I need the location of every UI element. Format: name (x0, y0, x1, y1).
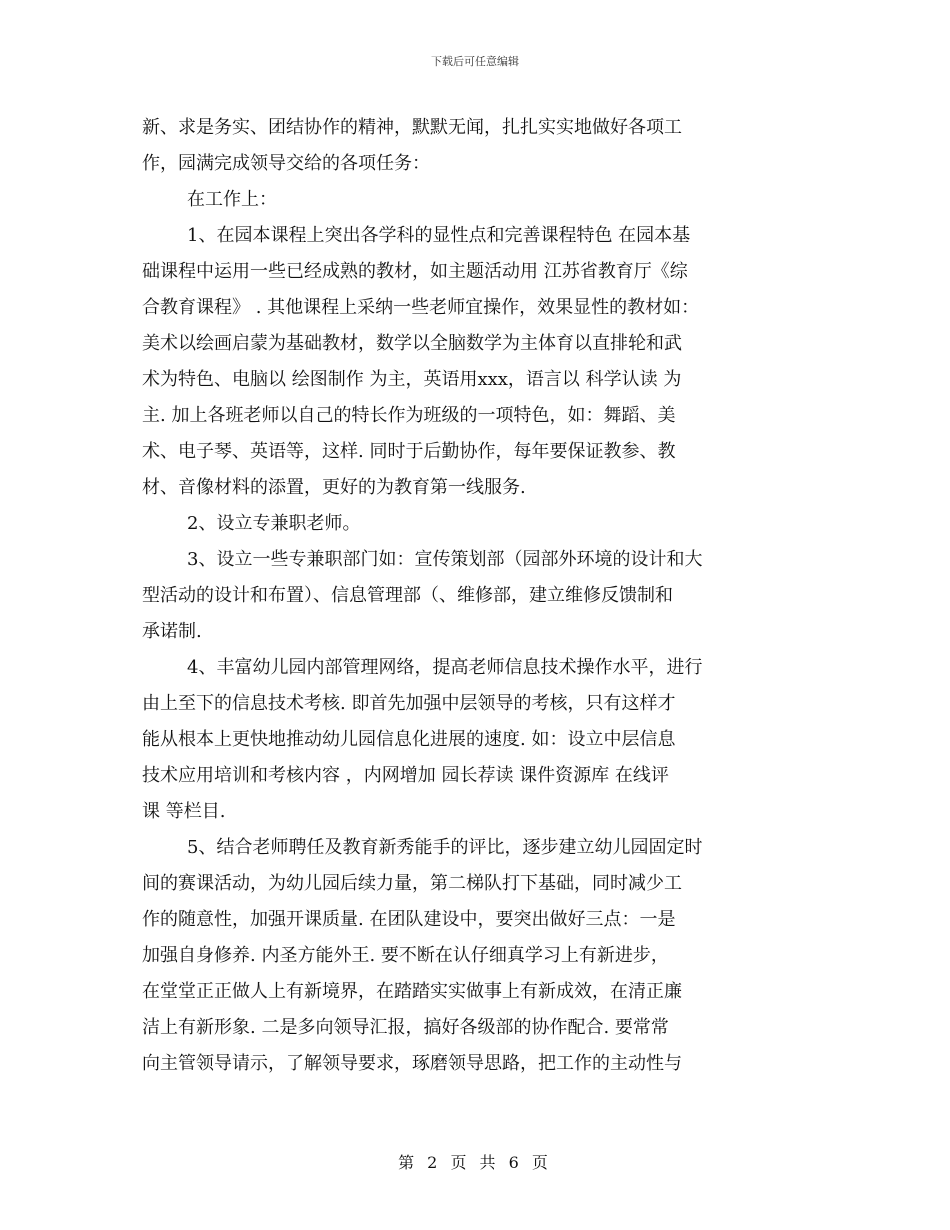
text-line: 作的随意性，加强开课质量. 在团队建设中，要突出做好三点：一是 (142, 909, 676, 930)
text-line: 3、设立一些专兼职部门如：宣传策划部（园部外环境的设计和大 (187, 549, 703, 570)
text-line: 向主管领导请示，了解领导要求，琢磨领导思路，把工作的主动性与 (142, 1053, 682, 1074)
page-number: 第 2 页 共 6 页 (398, 1153, 552, 1172)
text-line: 型活动的设计和布置）、信息管理部（、维修部，建立维修反馈制和 (142, 585, 673, 606)
text-line: 主. 加上各班老师以自己的特长作为班级的一项特色，如：舞蹈、美 (142, 405, 676, 426)
text-line: 间的赛课活动，为幼儿园后续力量，第二梯队打下基础，同时减少工 (142, 873, 682, 894)
page-header: 下载后可任意编辑 (431, 55, 519, 68)
text-line: 术为特色、电脑以 绘图制作 为主，英语用xxx，语言以 科学认读 为 (142, 369, 682, 390)
text-line: 术、电子琴、英语等，这样. 同时于后勤协作，每年要保证教参、教 (142, 441, 676, 462)
document-body (142, 110, 810, 1082)
text-line: 5、结合老师聘任及教育新秀能手的评比，逐步建立幼儿园固定时 (187, 837, 703, 858)
text-line: 在工作上： (187, 189, 277, 210)
text-line: 合教育课程》 . 其他课程上采纳一些老师宜操作，效果显性的教材如： (142, 297, 700, 318)
text-line: 材、音像材料的添置，更好的为教育第一线服务. (142, 477, 526, 498)
text-line: 美术以绘画启蒙为基础教材，数学以全脑数学为主体育以直排轮和武 (142, 333, 682, 354)
text-line: 在堂堂正正做人上有新境界，在踏踏实实做事上有新成效，在清正廉 (142, 981, 682, 1002)
text-line: 础课程中运用一些已经成熟的教材，如主题活动用 江苏省教育厅《综 (142, 261, 688, 282)
text-line: 加强自身修养. 内圣方能外王. 要不断在认仔细真学习上有新进步， (142, 945, 669, 966)
text-line: 洁上有新形象. 二是多向领导汇报，搞好各级部的协作配合. 要常常 (142, 1017, 669, 1038)
text-line: 技术应用培训和考核内容 ，内网增加 园长荐读 课件资源库 在线评 (142, 765, 669, 786)
text-line: 新、求是务实、团结协作的精神，默默无闻，扎扎实实地做好各项工 (142, 117, 682, 138)
text-line: 由上至下的信息技术考核. 即首先加强中层领导的考核，只有这样才 (142, 693, 676, 714)
text-line: 4、丰富幼儿园内部管理网络，提高老师信息技术操作水平，进行 (187, 657, 703, 678)
text-line: 能从根本上更快地推动幼儿园信息化进展的速度. 如：设立中层信息 (142, 729, 676, 750)
text-line: 课 等栏目. (142, 801, 226, 822)
text-line: 2、设立专兼职老师。 (187, 513, 361, 534)
text-line: 承诺制. (142, 621, 202, 642)
text-line: 1、在园本课程上突出各学科的显性点和完善课程特色 在园本基 (187, 225, 691, 246)
text-line: 作，园满完成领导交给的各项任务： (142, 153, 430, 174)
